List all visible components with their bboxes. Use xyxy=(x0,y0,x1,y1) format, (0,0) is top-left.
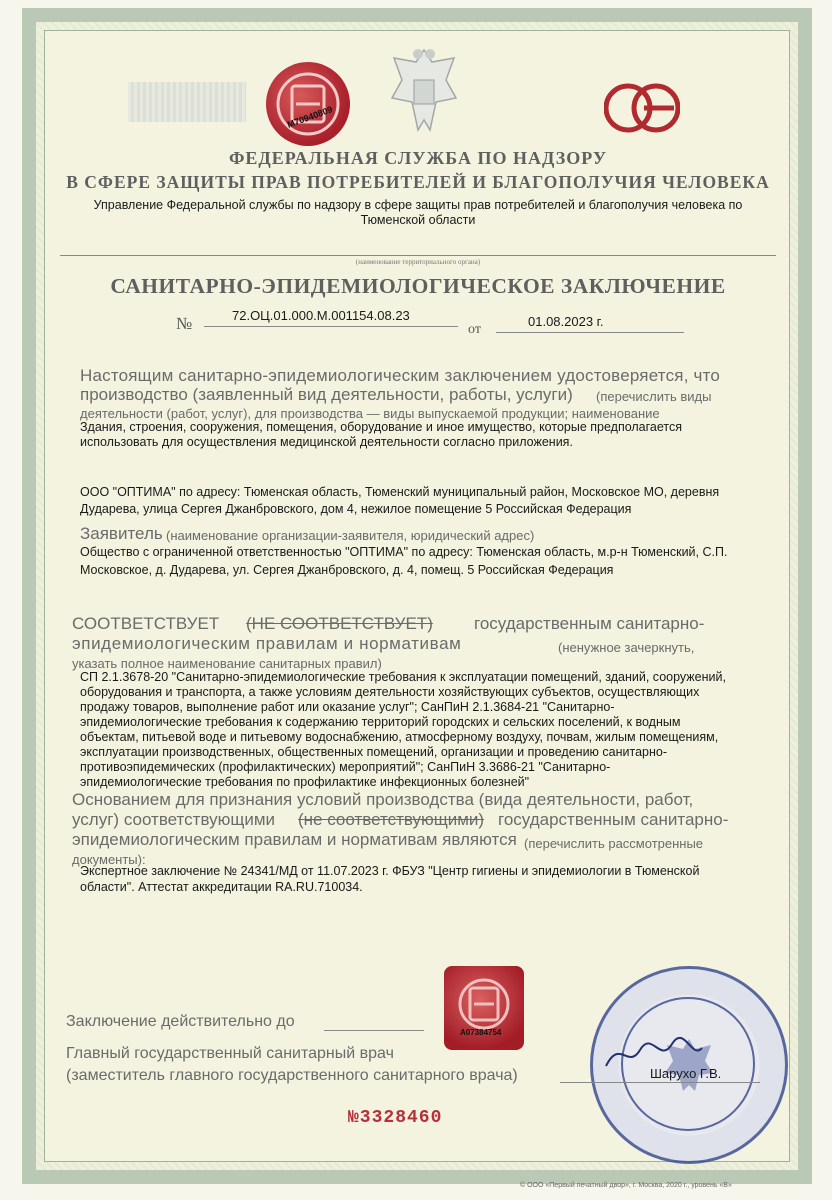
basis-line3b: (перечислить рассмотренные xyxy=(524,836,704,851)
hologram-emblem-icon xyxy=(266,62,350,146)
applicant-caption: (наименование организации-заявителя, юридический адрес) xyxy=(166,528,535,543)
activity-line2: использовать для осуществления медицинской деятельности согласно приложения. xyxy=(80,435,573,449)
rule-line: противоэпидемических (профилактических) мероприятий"; СанПиН 3.3686-21 "Санитарно- xyxy=(80,760,611,774)
rule-line: СП 2.1.3678-20 "Санитарно-эпидемиологические требования к эксплуатации помещений, зданий, сооружений, xyxy=(80,670,726,684)
signer-title: Главный государственный санитарный врач xyxy=(66,1045,394,1062)
hologram-badge-top xyxy=(266,62,350,146)
rule-line: эпидемиологические требования к содержанию территорий городских и сельских поселений, к водным xyxy=(80,715,681,729)
basis-line2b: (не соответствующими) xyxy=(298,810,485,829)
rule-line: эксплуатации производственных, общественных помещений, организации и проведению санитарно- xyxy=(80,745,667,759)
rule-line: эпидемиологические требования по профилактике инфекционных болезней" xyxy=(80,775,530,789)
intro-line2: производство (заявленный вид деятельности, работы, услуги) xyxy=(80,385,573,404)
document-date: 01.08.2023 г. xyxy=(528,314,604,329)
intro-line3: деятельности (работ, услуг), для производства — виды выпускаемой продукции; наименование xyxy=(80,406,660,421)
agency-title-line1: ФЕДЕРАЛЬНАЯ СЛУЖБА ПО НАДЗОРУ xyxy=(228,148,608,168)
conformity-tail: государственным санитарно- xyxy=(474,614,705,633)
hologram-sticker xyxy=(444,966,524,1050)
printer-footer: © ООО «Первый печатный двор», г. Москва, 2020 г., уровень «В» xyxy=(520,1182,732,1189)
rule-line: продажу товаров, выполнение работ или оказание услуг"; СанПиН 2.1.3684-21 "Санитарно- xyxy=(80,700,615,714)
signer-title-deputy: (заместитель главного государственного санитарного врача) xyxy=(66,1067,518,1084)
coat-of-arms-icon xyxy=(384,40,464,140)
applicant-line2: Московское, д. Дударева, ул. Сергея Джанбровского, д. 4, помещ. 5 Российская Федерация xyxy=(80,563,614,577)
conforms-word: СООТВЕТСТВУЕТ xyxy=(72,614,220,633)
signer-name: Шарухо Г.В. xyxy=(650,1066,722,1081)
department-line2: Тюменской области xyxy=(360,213,476,227)
intro-line1: Настоящим санитарно-эпидемиологическим заключением удостоверяется, что xyxy=(80,366,721,385)
applicant-line1: Общество с ограниченной ответственностью "ОПТИМА" по адресу: Тюменская область, м.р-н Тюменский, С.П. xyxy=(80,545,728,559)
intro-line2b: (перечислить виды xyxy=(596,389,712,404)
department-caption: (наименование территориального органа) xyxy=(355,258,481,266)
hologram-serial: A07384754 xyxy=(460,1028,502,1037)
hologram-emblem-icon xyxy=(444,966,524,1050)
number-prefix: № xyxy=(176,314,193,333)
conformity-line3: указать полное наименование санитарных правил) xyxy=(72,656,382,671)
basis-line2c: государственным санитарно- xyxy=(498,810,729,829)
object-address-line2: Дударева, улица Сергея Джанбровского, дом 4, нежилое помещение 5 Российская Федерация xyxy=(80,502,632,516)
date-prefix: от xyxy=(468,322,481,337)
not-conforms-word: (НЕ СООТВЕТСТВУЕТ) xyxy=(246,614,433,633)
signature-underline xyxy=(560,1082,760,1083)
rule-line: объектам, питьевой воде и питьевому водоснабжению, атмосферному воздуху, почвам, жилым помещениям, xyxy=(80,730,719,744)
blank-number: №3328460 xyxy=(348,1108,443,1128)
se-logo-icon xyxy=(604,80,680,136)
document-title: САНИТАРНО-ЭПИДЕМИОЛОГИЧЕСКОЕ ЗАКЛЮЧЕНИЕ xyxy=(110,274,726,298)
basis-line2a: услуг) соответствующими xyxy=(72,810,276,829)
basis-line1: Основанием для признания условий производства (вида деятельности, работ, xyxy=(72,790,694,809)
conformity-line2: эпидемиологическим правилам и нормативам xyxy=(72,634,462,653)
agency-title-line2: В СФЕРЕ ЗАЩИТЫ ПРАВ ПОТРЕБИТЕЛЕЙ И БЛАГОПОЛУЧИЯ ЧЕЛОВЕКА xyxy=(66,172,770,192)
basis-document-line2: области". Аттестат аккредитации RA.RU.710034. xyxy=(80,880,363,894)
conformity-line2b: (ненужное зачеркнуть, xyxy=(558,640,695,655)
rule-line: оборудования и транспорта, а также условиям деятельности хозяйствующих субъектов, осуществляющих xyxy=(80,685,700,699)
date-underline xyxy=(496,332,684,333)
top-badge-serial: M70940809 xyxy=(285,104,334,130)
basis-document-line1: Экспертное заключение № 24341/МД от 11.07.2023 г. ФБУЗ "Центр гигиены и эпидемиологии в Тюменской xyxy=(80,864,700,878)
department-line1: Управление Федеральной службы по надзору в сфере защиты прав потребителей и благополучия человека по xyxy=(93,198,743,212)
document-number: 72.ОЦ.01.000.М.001154.08.23 xyxy=(232,308,410,323)
object-address-line1: ООО "ОПТИМА" по адресу: Тюменская область, Тюменский муниципальный район, Московское МО, деревня xyxy=(80,485,720,499)
validity-underline xyxy=(324,1030,424,1031)
department-underline xyxy=(60,255,776,256)
activity-line1: Здания, строения, сооружения, помещения, оборудование и иное имущество, которые предполагается xyxy=(80,420,683,434)
applicant-label: Заявитель xyxy=(80,524,163,543)
validity-label: Заключение действительно до xyxy=(66,1013,295,1030)
basis-line4: документы): xyxy=(72,852,146,867)
security-patch xyxy=(128,82,246,122)
basis-line3a: эпидемиологическим правилам и нормативам являются xyxy=(72,830,517,849)
sanitary-rules-list xyxy=(80,670,780,790)
number-underline xyxy=(204,326,458,327)
